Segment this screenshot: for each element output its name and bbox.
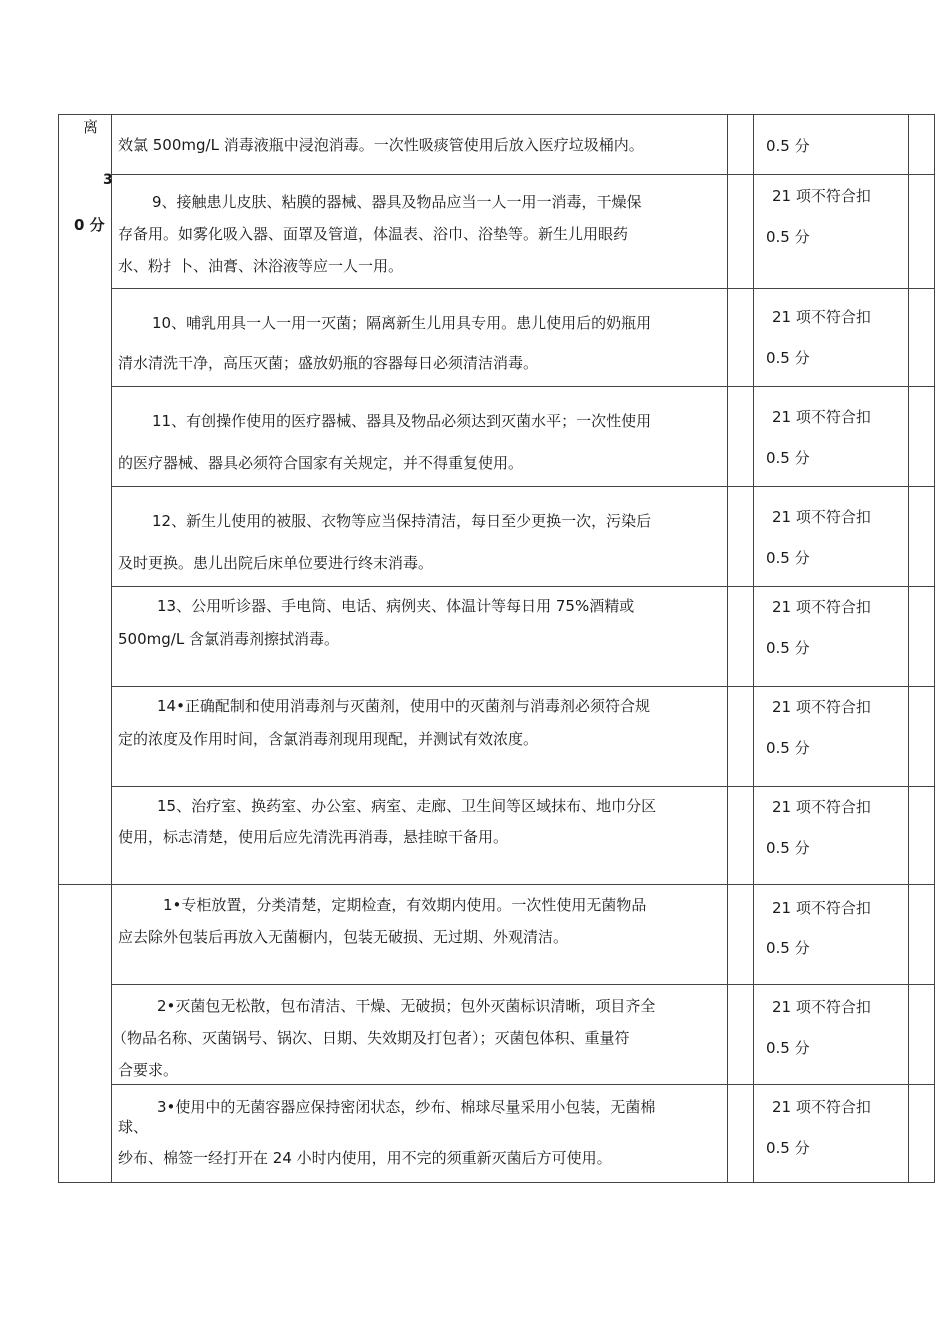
column-divider — [727, 114, 728, 1183]
row-divider — [111, 686, 935, 687]
requirement-text: 及时更换。患儿出院后床单位要进行终末消毒。 — [118, 554, 434, 572]
requirement-text: 的医疗器械、器具必须符合国家有关规定，并不得重复使用。 — [118, 454, 524, 472]
requirement-text: 14•正确配制和使用消毒剂与灭菌剂，使用中的灭菌剂与消毒剂必须符合规 — [157, 697, 650, 715]
requirement-text: 2•灭菌包无松散，包布清洁、干燥、无破损；包外灭菌标识清晰，项目齐全 — [157, 997, 656, 1015]
requirement-text: 定的浓度及作用时间，含氯消毒剂现用现配，并测试有效浓度。 — [118, 730, 539, 748]
column-divider — [111, 114, 112, 1183]
score-deduction: 0.5 分 — [766, 739, 810, 757]
row-divider — [111, 786, 935, 787]
requirement-text: 9、接触患儿皮肤、粘膜的器械、器具及物品应当一人一用一消毒，干燥保 — [152, 193, 642, 211]
row-divider — [111, 486, 935, 487]
score-deduction: 0.5 分 — [766, 639, 810, 657]
table-border-top — [58, 114, 935, 115]
requirement-text: 3•使用中的无菌容器应保持密闭状态，纱布、棉球尽量采用小包装，无菌棉 — [157, 1098, 656, 1116]
row-divider — [111, 386, 935, 387]
requirement-text: 13、公用听诊器、手电筒、电话、病例夹、体温计等每日用 75%酒精或 — [157, 597, 635, 615]
score-deduction: 0.5 分 — [766, 228, 810, 246]
table-border-right — [934, 114, 935, 1183]
score-rule: 21 项不符合扣 — [772, 798, 871, 816]
requirement-text: 10、哺乳用具一人一用一灭菌；隔离新生儿用具专用。患儿使用后的奶瓶用 — [152, 314, 652, 332]
score-rule: 21 项不符合扣 — [772, 698, 871, 716]
requirement-text: 使用，标志清楚，使用后应先清洗再消毒，悬挂晾干备用。 — [118, 828, 509, 846]
score-deduction: 0.5 分 — [766, 1039, 810, 1057]
category-label-three: 3 — [103, 172, 113, 188]
score-rule: 21 项不符合扣 — [772, 508, 871, 526]
score-deduction: 0.5 分 — [766, 349, 810, 367]
row-divider — [111, 174, 935, 175]
score-rule: 21 项不符合扣 — [772, 308, 871, 326]
score-rule: 21 项不符合扣 — [772, 1098, 871, 1116]
column-divider — [908, 114, 909, 1183]
score-deduction: 0.5 分 — [766, 449, 810, 467]
category-label-li: 离 — [83, 118, 99, 136]
row-divider — [111, 984, 935, 985]
requirement-text: 15、治疗室、换药室、办公室、病室、走廊、卫生间等区域抹布、地巾分区 — [157, 797, 657, 815]
row-divider — [111, 586, 935, 587]
table-border-bottom — [58, 1182, 935, 1183]
requirement-text: 水、粉扌卜、油膏、沐浴液等应一人一用。 — [118, 257, 404, 275]
requirement-text: 500mg/L 含氯消毒剂擦拭消毒。 — [118, 630, 339, 648]
requirement-text: 合要求。 — [118, 1061, 179, 1079]
section-divider — [58, 884, 935, 885]
requirement-text: 11、有创操作使用的医疗器械、器具及物品必须达到灭菌水平；一次性使用 — [152, 412, 652, 430]
requirement-text: 效氯 500mg/L 消毒液瓶中浸泡消毒。一次性吸痰管使用后放入医疗垃圾桶内。 — [118, 136, 644, 154]
requirement-text: 纱布、棉签一经打开在 24 小时内使用，用不完的须重新灭菌后方可使用。 — [118, 1149, 612, 1167]
score-deduction: 0.5 分 — [766, 939, 810, 957]
requirement-text: 应去除外包装后再放入无菌橱内，包装无破损、无过期、外观清洁。 — [118, 928, 569, 946]
requirement-text: 球、 — [118, 1118, 149, 1136]
requirement-text: 存备用。如雾化吸入器、面罩及管道，体温表、浴巾、浴垫等。新生儿用眼药 — [118, 225, 629, 243]
score-rule: 21 项不符合扣 — [772, 899, 871, 917]
score-deduction: 0.5 分 — [766, 137, 810, 155]
score-rule: 21 项不符合扣 — [772, 408, 871, 426]
score-rule: 21 项不符合扣 — [772, 598, 871, 616]
score-deduction: 0.5 分 — [766, 1139, 810, 1157]
requirement-text: 1•专柜放置，分类清楚，定期检查，有效期内使用。一次性使用无菌物品 — [163, 896, 647, 914]
row-divider — [111, 1084, 935, 1085]
score-rule: 21 项不符合扣 — [772, 998, 871, 1016]
requirement-text: 清水清洗干净，高压灭菌；盛放奶瓶的容器每日必须清洁消毒。 — [118, 354, 539, 372]
table-border-left — [58, 114, 59, 1183]
column-divider — [753, 114, 754, 1183]
score-deduction: 0.5 分 — [766, 839, 810, 857]
score-rule: 21 项不符合扣 — [772, 187, 871, 205]
requirement-text: 12、新生儿使用的被服、衣物等应当保持清洁，每日至少更换一次，污染后 — [152, 512, 652, 530]
score-deduction: 0.5 分 — [766, 549, 810, 567]
category-label-zero-fen: 0 分 — [74, 216, 105, 234]
requirement-text: （物品名称、灭菌锅号、锅次、日期、失效期及打包者）；灭菌包体积、重量符 — [112, 1029, 630, 1047]
row-divider — [111, 288, 935, 289]
